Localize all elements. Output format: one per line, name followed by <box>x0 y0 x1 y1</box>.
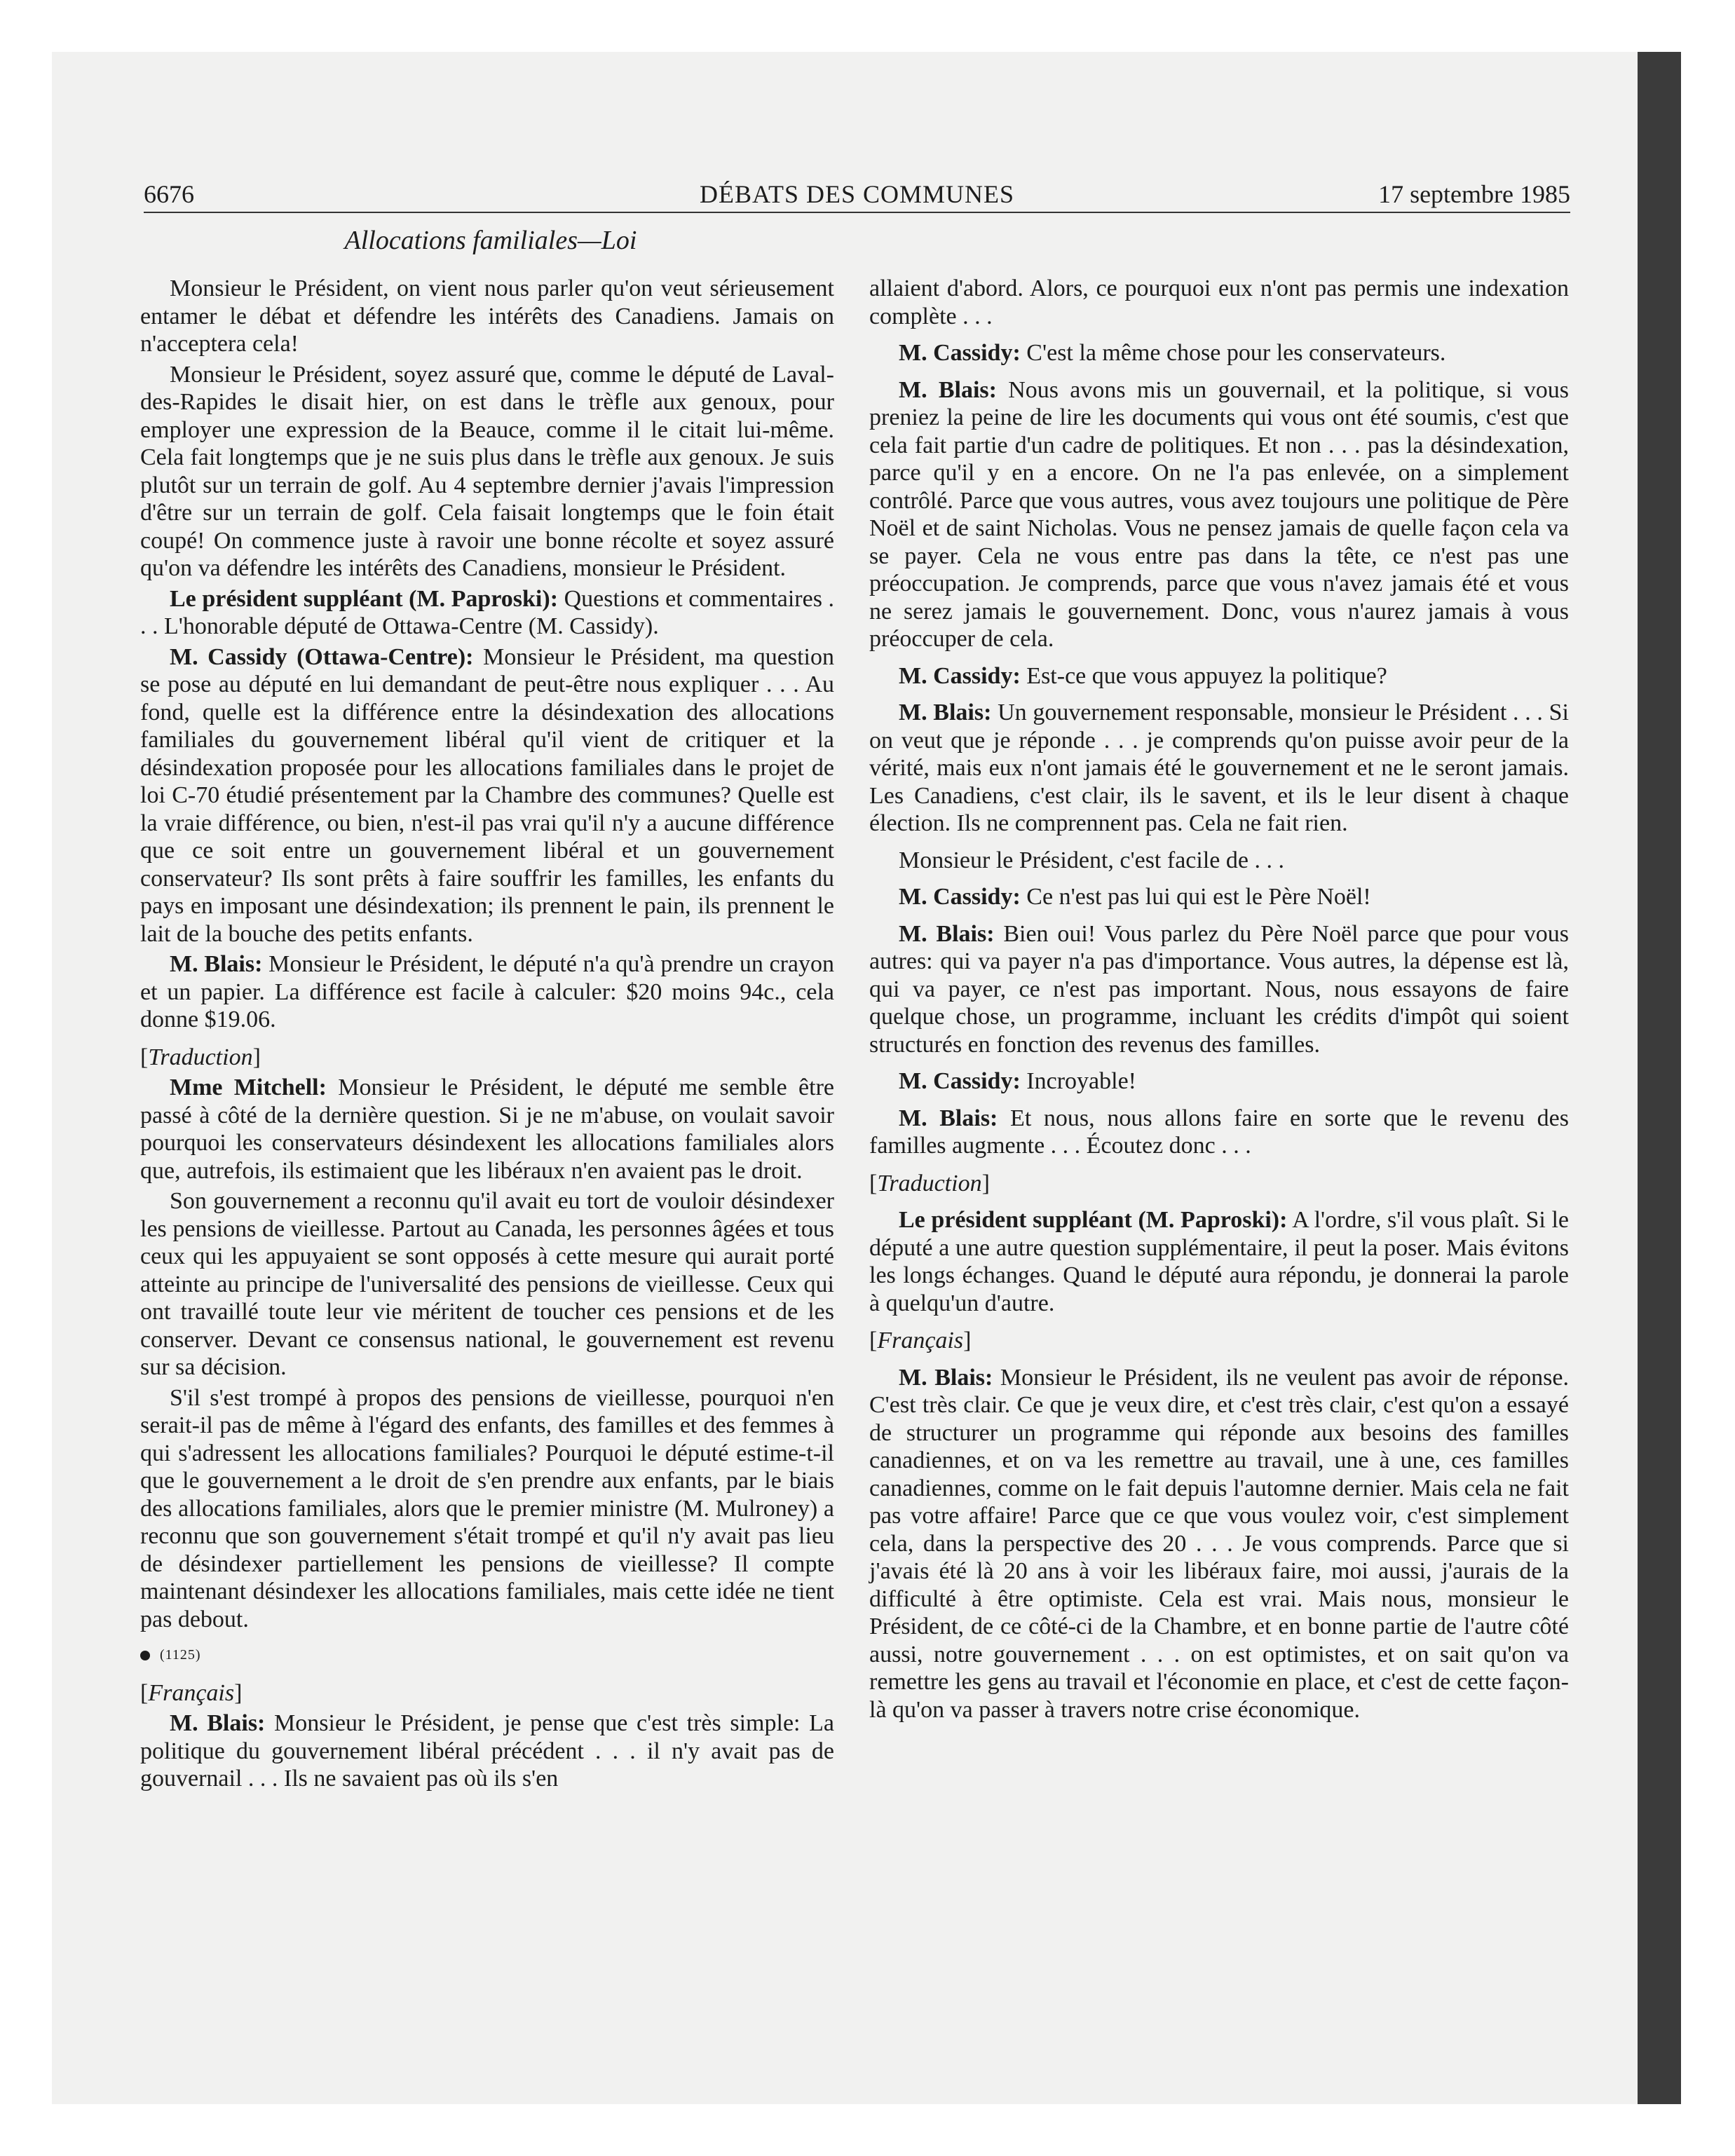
paragraph-text: Nous avons mis un gouvernail, et la politique, si vous preniez la peine de lire les documents qui vous ont été soumis, c'est que cela fait partie d'un cadre de politiques. Et non . . . pas la désindexation, parce qu'il y en a encore. On ne l'a pas enlevée, on a simplement contrôlé. Parce que vous autres, vous avez toujours une politique de Père Noël et de saint Nicholas. Vous ne pensez jamais de quelle façon cela va se payer. Cela ne vous entre pas dans la tête, ce n'est pas une préoccupation. Je comprends, parce que vous n'avez jamais été et vous ne serez jamais le gouvernement. Donc, vous n'aurez jamais à vous préoccuper de cela. <box>869 376 1569 652</box>
paragraph-text: Monsieur le Président, on vient nous parler qu'on veut sérieusement entamer le débat et défendre les intérêts des Canadiens. Jamais on n'acceptera cela! <box>140 275 834 357</box>
paragraph-text: Un gouvernement responsable, monsieur le Président . . . Si on veut que je réponde . . . je comprends qu'on puisse avoir peur de la vérité, mais eux n'ont jamais été le gouvernement et ne le seront jamais. Les Canadiens, c'est clair, ils le savent, et ils le leur disent à chaque élection. Ils ne comprennent pas. Cela ne fait rien. <box>869 700 1569 836</box>
time-marker-text: (1125) <box>160 1647 201 1663</box>
paragraph-text: Monsieur le Président, le député n'a qu'à prendre un crayon et un papier. La différence est facile à calculer: $20 moins 94c., cela donne $19.06. <box>140 951 835 1032</box>
paragraph <box>140 1074 834 1185</box>
language-tag: [Français] <box>869 1328 972 1353</box>
paragraph-text: Est-ce que vous appuyez la politique? <box>1020 662 1387 689</box>
right-column <box>869 275 1569 1733</box>
language-tag: [Traduction] <box>140 1044 261 1070</box>
paragraph-text: Et nous, nous allons faire en sorte que le revenu des familles augmente . . . Écoutez donc . . . <box>869 1105 1569 1159</box>
paragraph-text: Monsieur le Président, soyez assuré que, comme le député de Laval-des-Rapides le disait hier, on est dans le trèfle aux genoux, pour employer une expression de la Beauce, comme il le citait lui-même. Cela fait longtemps que je ne suis plus dans le trèfle aux genoux. Je suis plutôt sur un terrain de golf. Au 4 septembre dernier j'avais l'impression d'être sur un terrain de golf. Cela faisait longtemps que le foin était coupé! On commence juste à ravoir une bonne récolte et soyez assuré qu'on va défendre les intérêts des Canadiens, monsieur le Président. <box>140 361 834 581</box>
speaker-name: M. Blais: <box>899 1364 993 1391</box>
paragraph-text: Incroyable! <box>1020 1068 1136 1094</box>
speaker-name: M. Blais: <box>899 1105 998 1131</box>
paragraph <box>869 376 1569 653</box>
paragraph-text: Questions et commentaires . . . L'honorable député de Ottawa-Centre (M. Cassidy). <box>140 585 834 639</box>
speaker-name: Le président suppléant (M. Paproski): <box>170 585 559 612</box>
speaker-name: M. Blais: <box>899 376 997 403</box>
paragraph <box>140 1710 834 1793</box>
paragraph <box>869 1105 1569 1160</box>
speaker-name: M. Cassidy: <box>899 884 1021 910</box>
paragraph <box>869 883 1569 911</box>
page-number: 6676 <box>144 180 194 208</box>
paragraph-text: Monsieur le Président, je pense que c'est très simple: La politique du gouvernement libéral précédent . . . il n'y avait pas de gouvernail . . . Ils ne savaient pas où ils s'en <box>140 1710 835 1792</box>
paragraph <box>869 275 1569 330</box>
time-marker <box>140 1642 834 1670</box>
paragraph <box>140 585 834 641</box>
language-tag-text: Traduction <box>877 1170 982 1196</box>
paragraph <box>140 1187 834 1381</box>
left-column <box>140 275 834 1796</box>
paragraph-text: Bien oui! Vous parlez du Père Noël parce que pour vous autres: qui va payer n'a pas d'importance. Vous autres, la dépense est là, qui va payer, ce n'est pas important. Nous, nous essayons de faire quelque chose, un programme, incluant les crédits d'impôt qui soient structurés en fonction des revenus des familles. <box>869 920 1569 1058</box>
paragraph-text: C'est la même chose pour les conservateurs. <box>1020 340 1446 366</box>
section-title: Allocations familiales—Loi <box>344 226 637 255</box>
paragraph-text: Son gouvernement a reconnu qu'il avait eu tort de vouloir désindexer les pensions de vieillesse. Partout au Canada, les personnes âgées et tous ceux qui les appuyaient se sont opposés à cette mesure qui aurait porté atteinte au principe de l'universalité des pensions de vieillesse. Ceux qui ont travaillé toute leur vie méritent de toucher ces pensions et de les conserver. Devant ce consensus national, le gouvernement est revenu sur sa décision. <box>140 1188 834 1380</box>
paragraph-text: allaient d'abord. Alors, ce pourquoi eux n'ont pas permis une indexation complète . . . <box>869 275 1569 329</box>
page-header <box>144 177 1570 213</box>
language-tag: [Traduction] <box>869 1170 990 1196</box>
speaker-name: M. Cassidy: <box>899 662 1021 689</box>
paragraph <box>140 1384 834 1634</box>
language-tag: [Français] <box>140 1679 243 1706</box>
speaker-name: M. Blais: <box>170 951 263 977</box>
paragraph <box>869 699 1569 838</box>
paragraph <box>869 1206 1569 1317</box>
speaker-name: M. Blais: <box>170 1710 266 1736</box>
paragraph <box>140 643 834 948</box>
paragraph-text: S'il s'est trompé à propos des pensions de vieillesse, pourquoi n'en serait-il pas de même à l'égard des enfants, des familles et des femmes à qui s'adressent les allocations familiales? Pourquoi le député estime-t-il que le gouvernement a le droit de s'en prendre aux enfants, par le biais des allocations familiales, alors que le premier ministre (M. Mulroney) a reconnu que son gouvernement s'était trompé et qu'il n'y avait pas lieu de désindexer partiellement les pensions de vieillesse? Il compte maintenant désindexer les allocations familiales, mais cette idée ne tient pas debout. <box>140 1384 834 1632</box>
issue-date: 17 septembre 1985 <box>1378 180 1570 208</box>
speaker-name: M. Blais: <box>899 920 995 947</box>
speaker-name: Le président suppléant (M. Paproski): <box>899 1207 1288 1233</box>
paragraph <box>140 950 834 1034</box>
speaker-name: M. Cassidy (Ottawa-Centre): <box>170 643 474 670</box>
speaker-name: M. Cassidy: <box>899 1068 1021 1094</box>
scan-edge-bar <box>1638 52 1681 2104</box>
paragraph <box>869 662 1569 690</box>
paragraph-text: Monsieur le Président, ils ne veulent pas avoir de réponse. C'est très clair. Ce que je veux dire, et c'est très clair, c'est qu'on a essayé de structurer un programme qui réponde aux besoins des familles canadiennes, et on va les remettre au travail, une à une, ces familles canadiennes, comme on le fait depuis l'automne dernier. Mais cela ne fait pas votre affaire! Parce que ce que vous voulez voir, c'est simplement cela, dans la perspective des 20 . . . Je vous comprends. Parce que si j'avais été là 20 ans à voir les libéraux faire, moi aussi, j'aurais de la difficulté à être optimiste. Cela est vrai. Mais nous, monsieur le Président, de ce côté-ci de la Chambre, et en bonne partie de l'autre côté aussi, notre gouvernement . . . on est optimistes, et on sait qu'on va remettre les gens au travail et l'économie en place, et c'est de cette façon-là qu'on va passer à travers notre crise économique. <box>869 1364 1570 1723</box>
paragraph-text: Monsieur le Président, ma question se pose au député en lui demandant de peut-être nous expliquer . . . Au fond, quelle est la différence entre la désindexation des allocations familiales du gouvernement libéral qu'il vient de critiquer et la désindexation proposée pour les allocations familiales dans le projet de loi C-70 étudié présentement par la Chambre des communes? Quelle est la vraie différence, ou bien, n'est-il pas vrai qu'il n'y a aucune différence que ce soit entre un gouvernement libéral et un gouvernement conservateur? Ils sont prêts à faire souffrir les familles, les enfants du pays en imposant une désindexation; ils prennent le pain, ils prennent le lait de la bouche des petits enfants. <box>140 643 834 947</box>
paragraph <box>140 361 834 582</box>
speaker-name: M. Cassidy: <box>899 340 1021 366</box>
bullet-icon <box>140 1651 150 1660</box>
speaker-name: M. Blais: <box>899 700 992 725</box>
paragraph <box>869 1067 1569 1096</box>
language-tag-text: Traduction <box>148 1044 253 1070</box>
paragraph-text: A l'ordre, s'il vous plaît. Si le député a une autre question supplémentaire, il peut la poser. Mais évitons les longs échanges. Quand le député aura répondu, je donnerai la parole à quelqu'un d'autre. <box>869 1207 1569 1316</box>
paragraph <box>869 339 1569 367</box>
speaker-name: Mme Mitchell: <box>170 1074 327 1100</box>
language-tag-text: Français <box>877 1328 964 1353</box>
paragraph-text: Monsieur le Président, le député me semble être passé à côté de la dernière question. Si je ne m'abuse, on voulait savoir pourquoi les conservateurs désindexent les allocations familiales alors que, autrefois, ils estimaient que les libéraux n'en avaient pas le droit. <box>140 1074 835 1184</box>
paragraph <box>140 275 834 358</box>
paragraph-text: Monsieur le Président, c'est facile de . . . <box>899 847 1284 873</box>
paragraph <box>869 1364 1569 1724</box>
paragraph <box>869 920 1569 1059</box>
paragraph-text: Ce n'est pas lui qui est le Père Noël! <box>1020 884 1371 910</box>
journal-title: DÉBATS DES COMMUNES <box>699 180 1015 208</box>
paragraph <box>869 847 1569 875</box>
language-tag-text: Français <box>148 1679 235 1706</box>
